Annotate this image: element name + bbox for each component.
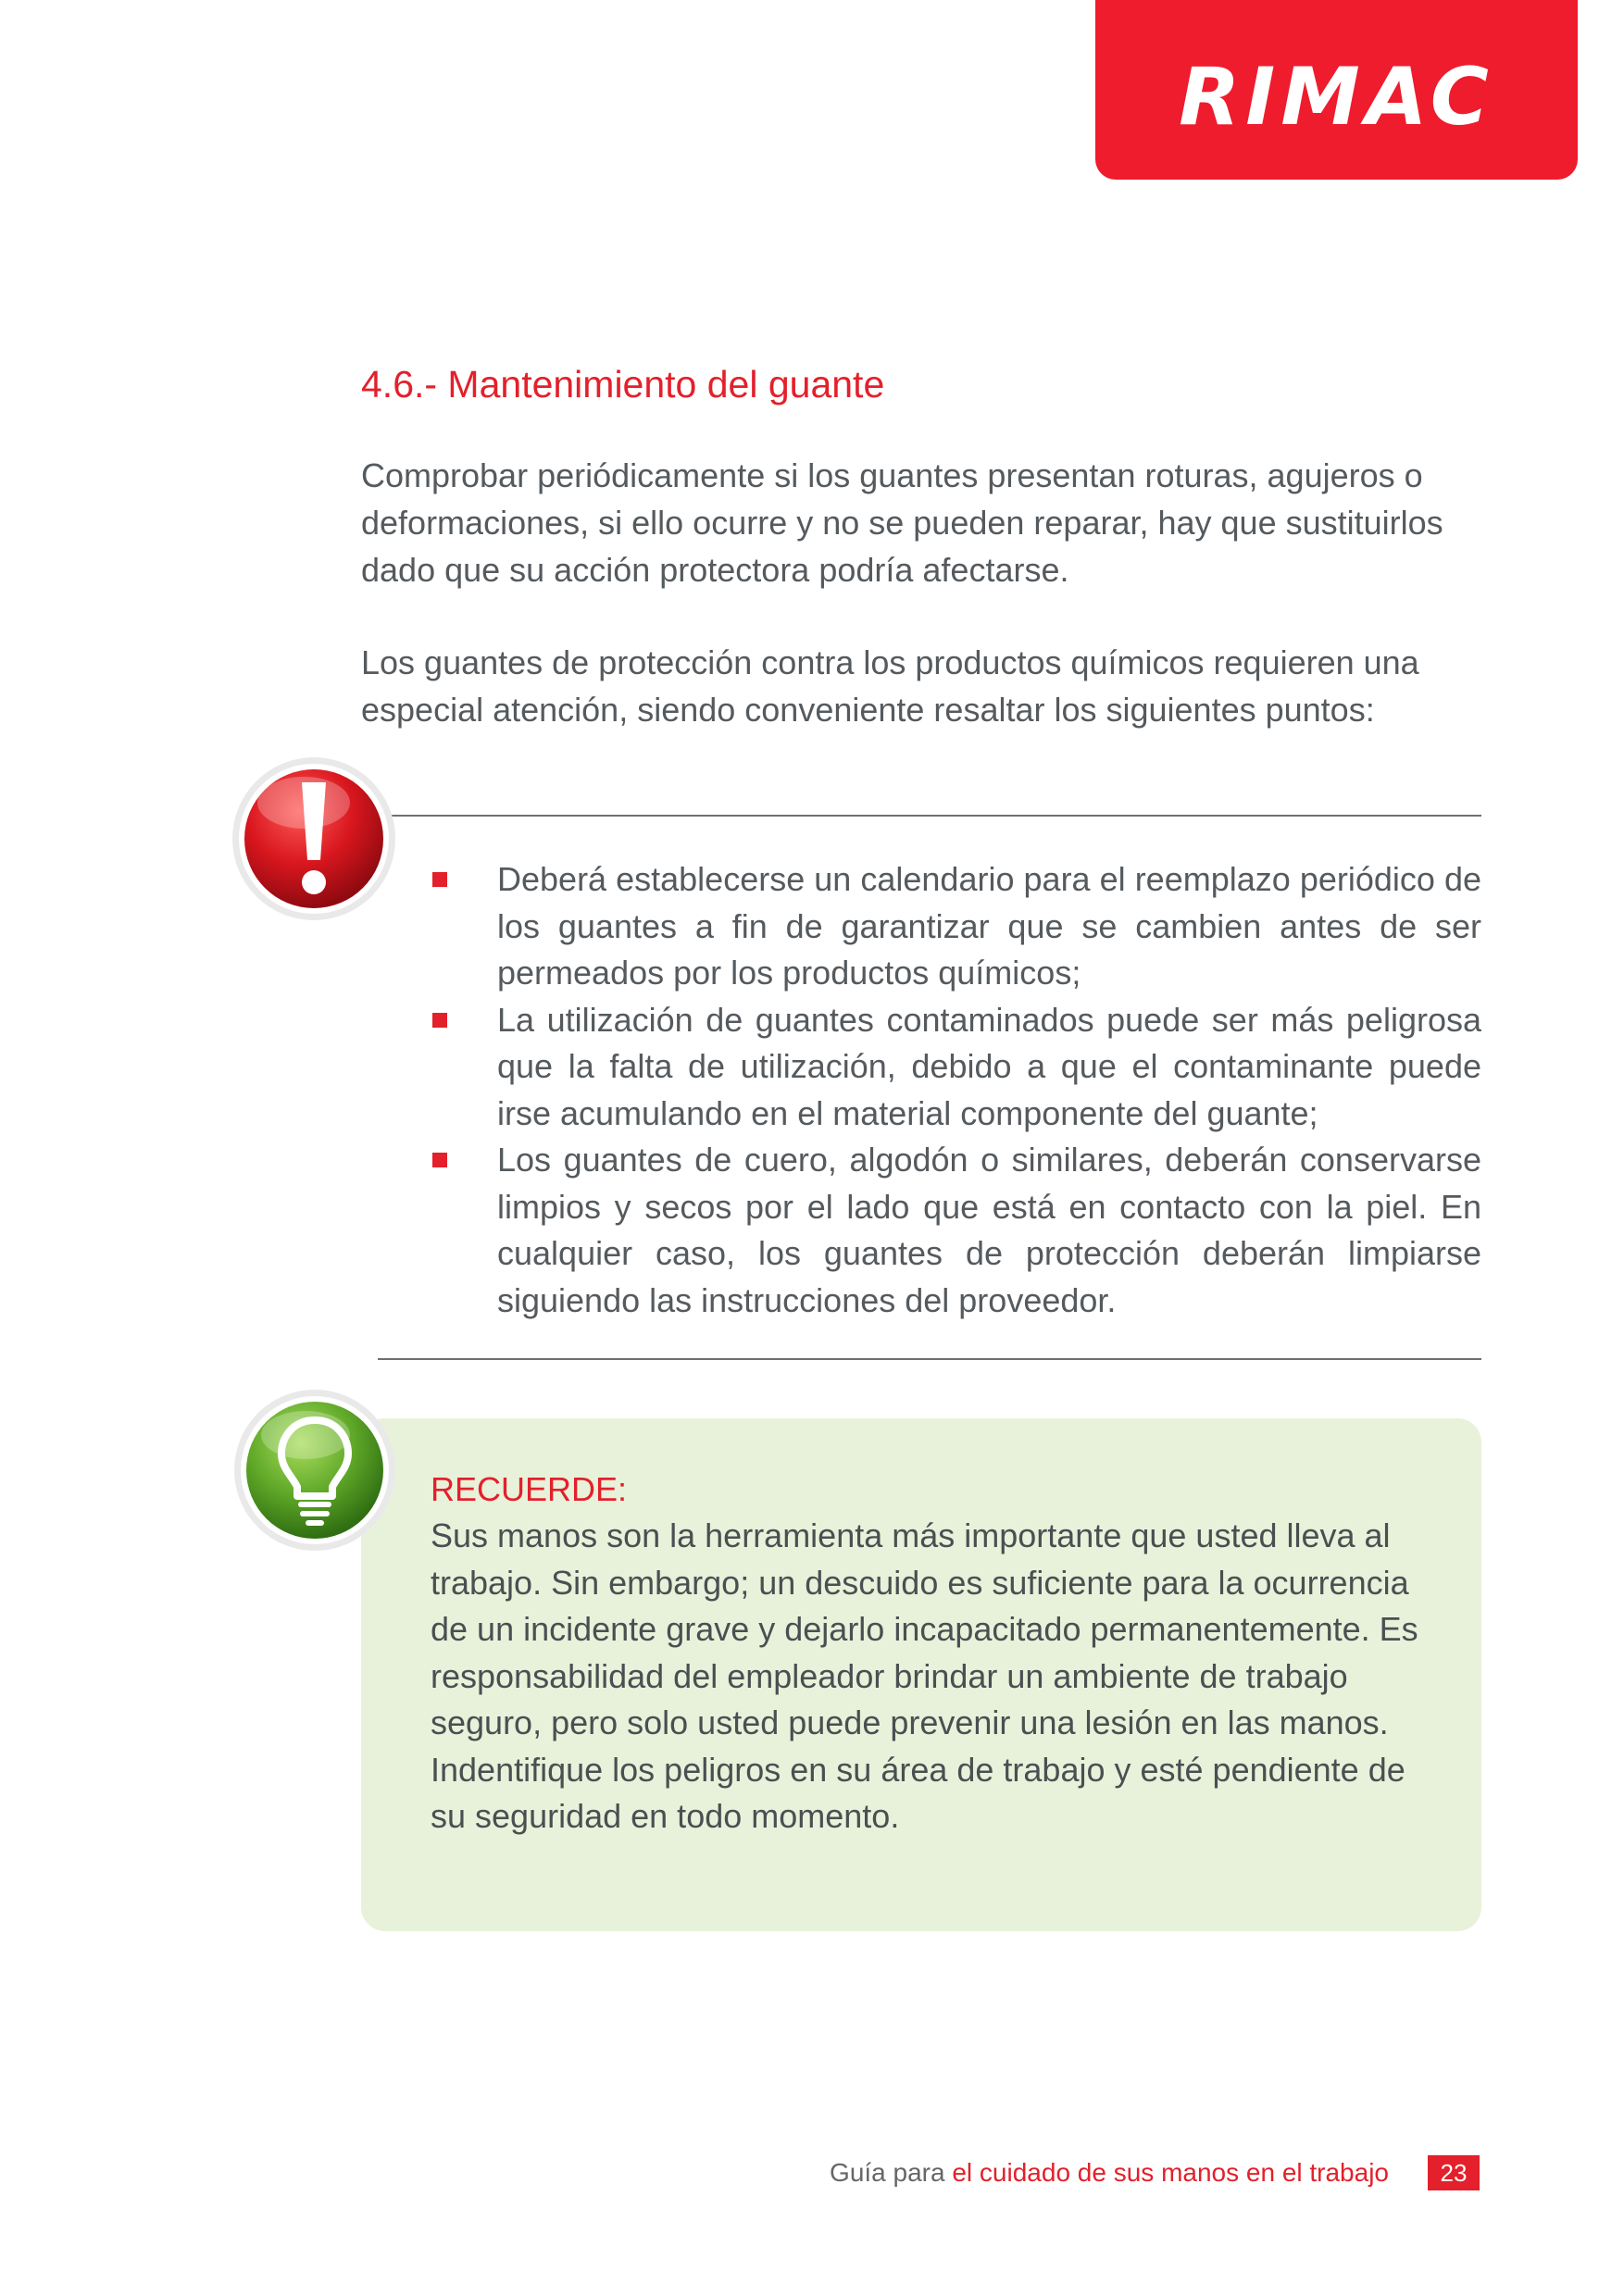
divider-bottom [378, 1358, 1481, 1360]
list-item: Los guantes de cuero, algodón o similares, deberán conservarse limpios y secos por el lado que está en contacto con la piel. En cualquier caso, los guantes de protección deberán limpiarse siguiendo las instrucciones del proveedor. [428, 1137, 1481, 1324]
section-title: 4.6.- Mantenimiento del guante [361, 363, 885, 406]
bullet-square-icon [432, 1013, 447, 1028]
logo-text: RIMAC [1179, 51, 1494, 144]
recuerde-text: Sus manos son la herramienta más importante que usted lleva al trabajo. Sin embargo; un descuido es suficiente para la ocurrencia de un incidente grave y dejarlo incapacitado permanentemente. Es responsabilidad del empleador brindar un ambiente de trabajo seguro, pero solo usted puede prevenir una lesión en las manos. Indentifique los peligros en su área de trabajo y esté pendiente de su seguridad en todo momento. [431, 1516, 1418, 1835]
list-item: La utilización de guantes contaminados puede ser más peligrosa que la falta de utilización, debido a que el contaminante puede irse acumulando en el material componente del guante; [428, 997, 1481, 1138]
lightbulb-icon [231, 1387, 398, 1554]
page-number: 23 [1428, 2155, 1480, 2190]
maintenance-list [428, 856, 1481, 1324]
bullet-square-icon [432, 1153, 447, 1167]
footer-guide-title [648, 2158, 1389, 2188]
divider-top [380, 815, 1481, 817]
brand-logo [1095, 0, 1578, 180]
bullet-square-icon [432, 872, 447, 887]
footer-prefix: Guía para [830, 2158, 953, 2187]
list-item: Deberá establecerse un calendario para el reemplazo periódico de los guantes a fin de garantizar que se cambien antes de ser permeados por los productos químicos; [428, 856, 1481, 997]
chemical-gloves-paragraph: Los guantes de protección contra los productos químicos requieren una especial atención, siendo conveniente resaltar los siguientes puntos: [361, 643, 1419, 729]
recuerde-title: RECUERDE: [431, 1470, 628, 1508]
exclamation-icon [230, 755, 398, 923]
footer-highlight: el cuidado de sus manos en el trabajo [952, 2158, 1389, 2187]
intro-paragraph: Comprobar periódicamente si los guantes presentan roturas, agujeros o deformaciones, si ello ocurre y no se pueden reparar, hay que sustituirlos dado que su acción protectora podría afectarse. [361, 456, 1443, 589]
